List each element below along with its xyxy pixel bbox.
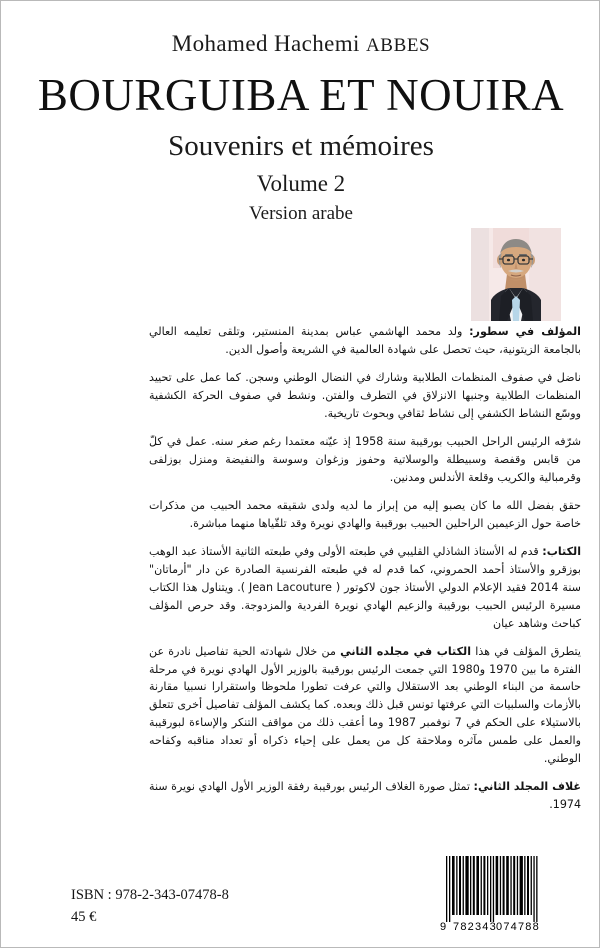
blurb-paragraph-activism: ناضل في صفوف المنظمات الطلابية وشارك في النضال الوطني وسجن. كما عمل على تحييد المنظمات الطلابية وجنبها الانزلاق في التطرف والفتن. ونشط في صفوف الحركة الكشفية ووسّع النشاط الكشفي إلى نشاط ثقافي وبحوث تاريخية. — [149, 370, 581, 420]
blurb-text-vol2-b: من خلال شهادته الحية تفاصيل نادرة عن الفترة ما بين 1970 و1980 التي جمعت الرئيس بورقيبة بالوزير الأول الهادي نويرة في مرحلة حاسمة من البناء الوطني بعد الاستقلال والتي عرفت تطورا ملحوظا واستقرارا نسبيا مقارنة بالأزمات والسلبيات التي عرفتها تونس قبل ذلك وبعده. كما يكشف المؤلف تفاصيل أخرى تتعلق بالاستيلاء على الحكم في 7 نوفمبر 1987 وما أعقب ذلك من مواقف التنكر والإساءة لبورقيبة والعمل على طمس مآثره وملاحقة كل من يعمل على إحياء ذكراه أو تعداد مناقبه وكفاحه الوطني. — [149, 644, 582, 766]
author-last-name: ABBES — [365, 35, 431, 56]
page-title: BOURGUIBA ET NOUIRA — [37, 69, 565, 120]
blurb-paragraph-cover-note — [149, 778, 581, 814]
author-name — [1, 31, 600, 57]
blurb-paragraph-volume-two — [149, 643, 581, 769]
blurb-latin-name-jean-lacouture: Jean Lacouture — [249, 580, 332, 594]
blurb-lead-cover-note: غلاف المجلد الثاني: — [473, 780, 581, 794]
ean13-barcode — [438, 854, 542, 936]
barcode-digits-left: 782343 — [453, 921, 497, 933]
blurb-text-author: ولد محمد الهاشمي عباس بمدينة المنستير، وتلقى تعليمه العالي بالجامعة الزيتونية، حيث تحصل على شهادة العالمية في الشريعة وأصول الدين. — [149, 325, 581, 356]
blurb-text-book-b: ). ويتناول هذا الكتاب مسيرة الرئيس الحبيب بورقيبة والزعيم الهادي نويرة الفردية والمزدوجة. وقد حرص المؤلف كباحث وشاهد عيان — [149, 580, 581, 630]
blurb-paragraph-book — [149, 543, 581, 633]
blurb-lead-author: المؤلف في سطور: — [469, 325, 581, 338]
version-label: Version arabe — [249, 203, 353, 225]
book-subtitle: Souvenirs et mémoires — [168, 129, 434, 162]
blurb-paragraph-author-bio — [149, 323, 581, 359]
blurb-lead-book: الكتاب: — [542, 544, 581, 558]
back-cover-blurb — [149, 323, 581, 814]
price-text: 45 € — [71, 909, 97, 926]
blurb-bold-vol2: الكتاب في مجلده الثاني — [340, 644, 472, 658]
barcode-digits-right: 074788 — [496, 921, 540, 933]
volume-label: Volume 2 — [256, 171, 346, 197]
isbn-price-block — [71, 884, 229, 929]
blurb-text-book-a: قدم له الأستاذ الشاذلي القليبي في طبعته الأولى وفي طبعته الثانية الأستاذ عبد الوهب بوزقرو والأستاذ أحمد الحمروني، كما قدم له في طبعته الفرنسية الصادرة عن دار "أرماتان" سنة 2014 فقيد الإعلام الدولي الأستاذ جون لاكوتور ( — [149, 544, 581, 594]
author-portrait — [471, 228, 561, 321]
isbn-text: ISBN : 978-2-343-07478-8 — [71, 887, 229, 903]
blurb-paragraph-memoirs: حقق بفضل الله ما كان يصبو إليه من إبراز ما لديه ولدى شقيقه محمد الحبيب من مذكرات خاصة حول الزعيمين الراحلين الحبيب بورقيبة والهادي نويرة وقد تلقّياها منهما مباشرة. — [149, 498, 581, 530]
blurb-text-cover-note: تمثل صورة الغلاف الرئيس بورقيبة رفقة الوزير الأول الهادي نويرة سنة 1974. — [149, 780, 581, 812]
author-first-name: Mohamed Hachemi — [171, 31, 366, 56]
masthead — [1, 31, 600, 224]
blurb-text-vol2-a: يتطرق المؤلف في هذا — [471, 644, 581, 658]
blurb-paragraph-career: شرّفه الرئيس الراحل الحبيب بورقيبة سنة 1958 إذ عيّنه معتمدا رغم صغر سنه. عمل في كلّ من قابس وقفصة وسبيطلة والوسلاتية وحفوز وزغوان وسوسة والنفيضة ومنزل بوزلفى وقرمبالية والكريب وقلعة الأندلس ومدنين. — [149, 434, 582, 484]
barcode-digit-leading: 9 — [440, 921, 447, 933]
